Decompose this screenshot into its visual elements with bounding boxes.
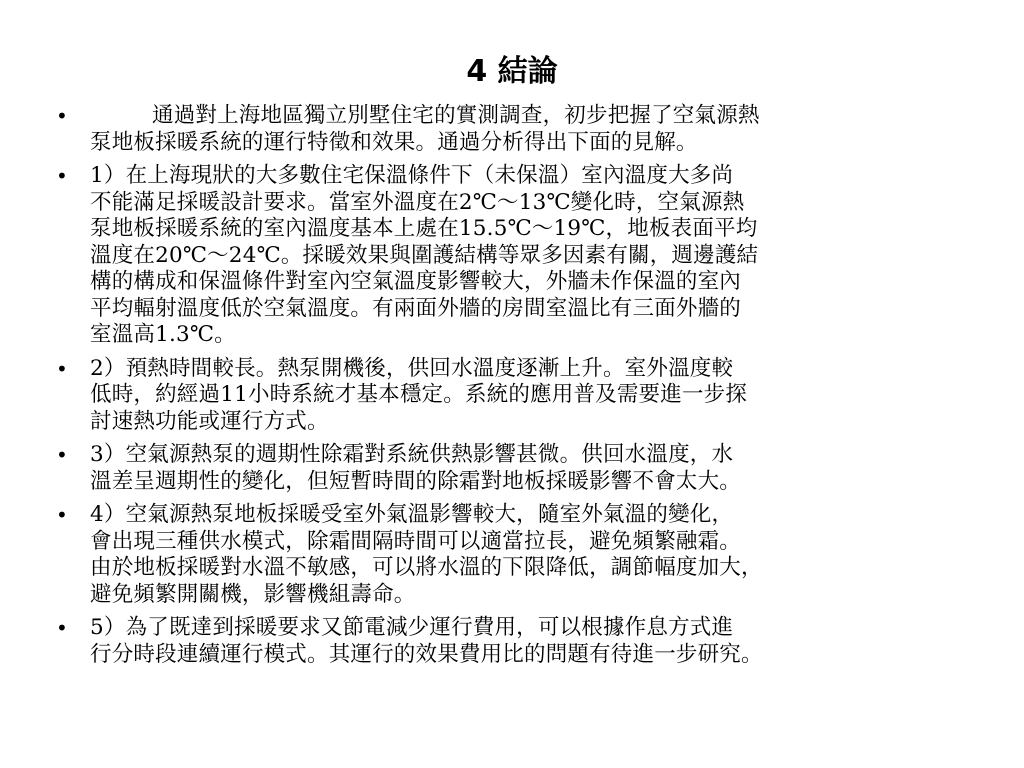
slide-title: 4 結論 [466,54,558,89]
bullet-list [56,103,956,675]
bullet-dot-icon: • [56,443,68,467]
bullet-item [56,163,956,349]
bullet-line: 會出現三種供水模式，除霜間隔時間可以適當拉長，避免頻繁融霜。 [90,528,742,554]
bullet-line: 5）為了既達到採暖要求又節電減少運行費用，可以根據作息方式進 [90,615,734,640]
bullet-line: 不能滿足採暖設計要求。當室外溫度在2℃～13℃變化時，空氣源熱 [90,189,745,215]
bullet-line: 低時，約經過11小時系統才基本穩定。系統的應用普及需要進一步探 [90,382,748,407]
bullet-item [56,615,956,668]
bullet-dot-icon: • [56,616,68,640]
bullet-line: 室溫高1.3℃。 [90,322,236,347]
bullet-line: 由於地板採暖對水溫不敏感，可以將水溫的下限降低，調節幅度加大， [90,555,763,580]
bullet-line: 2）預熱時間較長。熱泵開機後，供回水溫度逐漸上升。室外溫度較 [90,355,734,381]
bullet-line: 泵地板採暖系統的室內溫度基本上處在15.5℃～19℃，地板表面平均 [90,216,758,241]
bullet-item [56,356,956,436]
bullet-item [56,502,956,608]
bullet-dot-icon: • [56,503,68,527]
bullet-line [90,103,956,130]
bullet-dot-icon: • [56,104,68,128]
bullet-dot-icon: • [56,164,68,188]
bullet-dot-icon: • [56,356,68,381]
bullet-line: 溫差呈週期性的變化，但短暫時間的除霜對地板採暖影響不會太大。 [90,468,742,494]
bullet-line: 4）空氣源熱泵地板採暖受室外氣溫影響較大，隨室外氣溫的變化， [90,502,734,527]
bullet-item [56,442,956,495]
bullet-line: 溫度在20℃～24℃。採暖效果與圍護結構等眾多因素有關，週邊護結 [90,242,759,268]
bullet-line: 3）空氣源熱泵的週期性除霜對系統供熱影響甚微。供回水溫度，水 [90,442,734,467]
bullet-line: 避免頻繁開關機，影響機組壽命。 [90,581,416,607]
bullet-line: 平均輻射溫度低於空氣溫度。有兩面外牆的房間室溫比有三面外牆的 [90,295,742,321]
bullet-line: 構的構成和保溫條件對室內空氣溫度影響較大，外牆未作保溫的室內 [90,269,742,294]
bullet-line-text: 通過對上海地區獨立別墅住宅的實測調查，初步把握了空氣源熱 [152,103,760,128]
bullet-line: 1）在上海現狀的大多數住宅保溫條件下（未保溫）室內溫度大多尚 [90,163,734,188]
bullet-line: 討速熱功能或運行方式。 [90,408,329,434]
bullet-line: 泵地板採暖系統的運行特徵和效果。通過分析得出下面的見解。 [90,129,698,155]
bullet-item [56,103,956,156]
bullet-line: 行分時段連續運行模式。其運行的效果費用比的問題有待進一步研究。 [90,641,763,667]
